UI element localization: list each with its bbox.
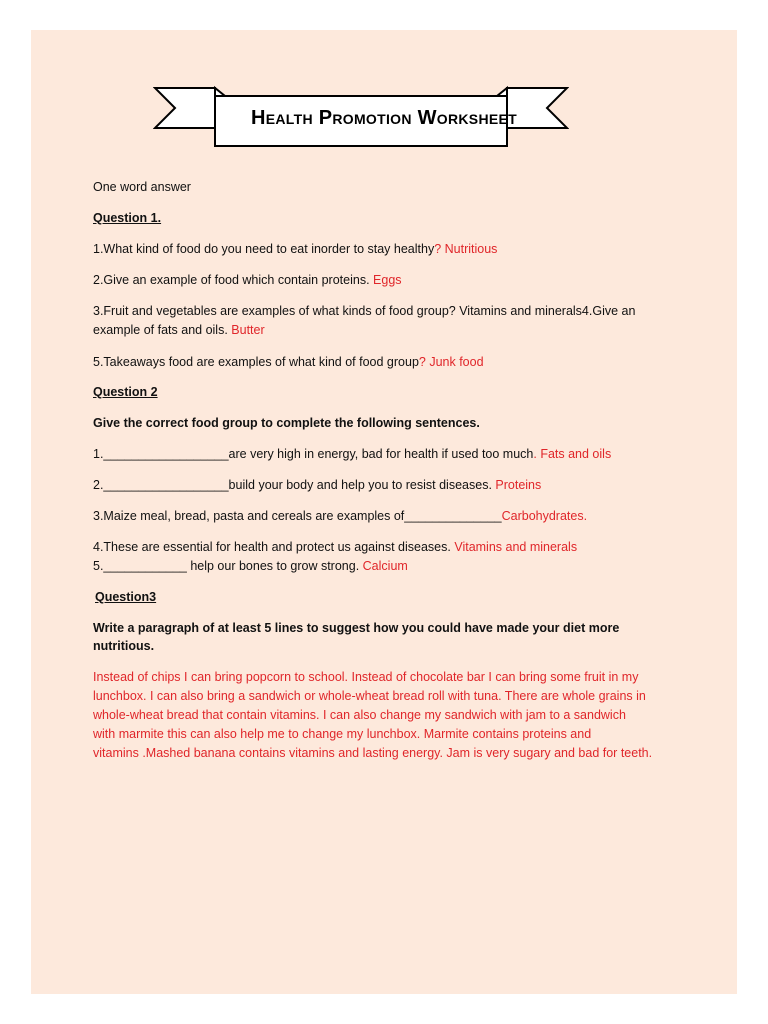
q1-item-3-text2: example of fats and oils. [93,323,232,337]
question-1-heading: Question 1. [93,211,162,225]
answer-line-4: with marmite this can also help me to change my lunchbox. Marmite contains proteins and [93,727,592,741]
question-3-instruction-line1: Write a paragraph of at least 5 lines to suggest how you could have made your diet more [93,621,620,635]
question-3-instruction-line2: nutritious. [93,639,155,653]
q2-item-3 [93,507,587,526]
question-2-heading: Question 2 [93,385,158,399]
answer-line-5: vitamins .Mashed banana contains vitamins and lasting energy. Jam is very sugary and bad for teeth. [93,746,653,760]
q1-item-1 [93,240,497,259]
q2-item-1-text: 1.__________________are very high in energy, bad for health if used too much [93,447,534,461]
q2-item-4-text: 4.These are essential for health and protect us against diseases. [93,540,455,554]
question-3-answer-paragraph [93,668,693,763]
q2-item-5 [93,557,408,576]
worksheet-page [31,30,737,994]
q1-item-3-line2 [93,321,265,340]
q1-item-2 [93,271,402,290]
q2-item-2-text: 2.__________________build your body and help you to resist diseases. [93,478,496,492]
q2-item-4-answer: Vitamins and minerals [454,540,578,554]
q1-item-1-answer: ? Nutritious [434,242,498,256]
intro-text: One word answer [93,180,191,194]
q2-item-2-answer: Proteins [495,478,542,492]
question-3-heading: Question3 [95,590,157,604]
q1-item-2-text: 2.Give an example of food which contain proteins. [93,273,374,287]
q2-item-5-answer: Calcium [362,559,408,573]
q1-item-2-answer: Eggs [373,273,402,287]
answer-line-1: Instead of chips I can bring popcorn to school. Instead of chocolate bar I can bring some fruit in my [93,670,639,684]
q2-item-2 [93,476,541,495]
question-2-instruction: Give the correct food group to complete the following sentences. [93,416,480,430]
q1-item-4-answer: ? Junk food [418,355,484,369]
q1-item-3-answer: Butter [231,323,265,337]
q2-item-1-answer: . Fats and oils [533,447,612,461]
q2-item-3-text: 3.Maize meal, bread, pasta and cereals are examples of______________ [93,509,502,523]
q2-item-3-answer: Carbohydrates. [501,509,588,523]
q1-item-4 [93,353,484,372]
q1-item-3-line1: 3.Fruit and vegetables are examples of what kinds of food group? Vitamins and minerals4.Give an [93,304,636,318]
q2-item-5-text: 5.____________ help our bones to grow strong. [93,559,363,573]
q2-item-1 [93,445,611,464]
worksheet-title: Health Promotion Worksheet [251,106,517,129]
q1-item-1-text: 1.What kind of food do you need to eat inorder to stay healthy [93,242,435,256]
q2-item-4 [93,538,577,557]
answer-line-3: whole-wheat bread that contain vitamins. I can also change my sandwich with jam to a sandwich [93,708,626,722]
q1-item-4-text: 5.Takeaways food are examples of what kind of food group [93,355,419,369]
answer-line-2: lunchbox. I can also bring a sandwich or whole-wheat bread roll with tuna. There are whole grains in [93,689,646,703]
